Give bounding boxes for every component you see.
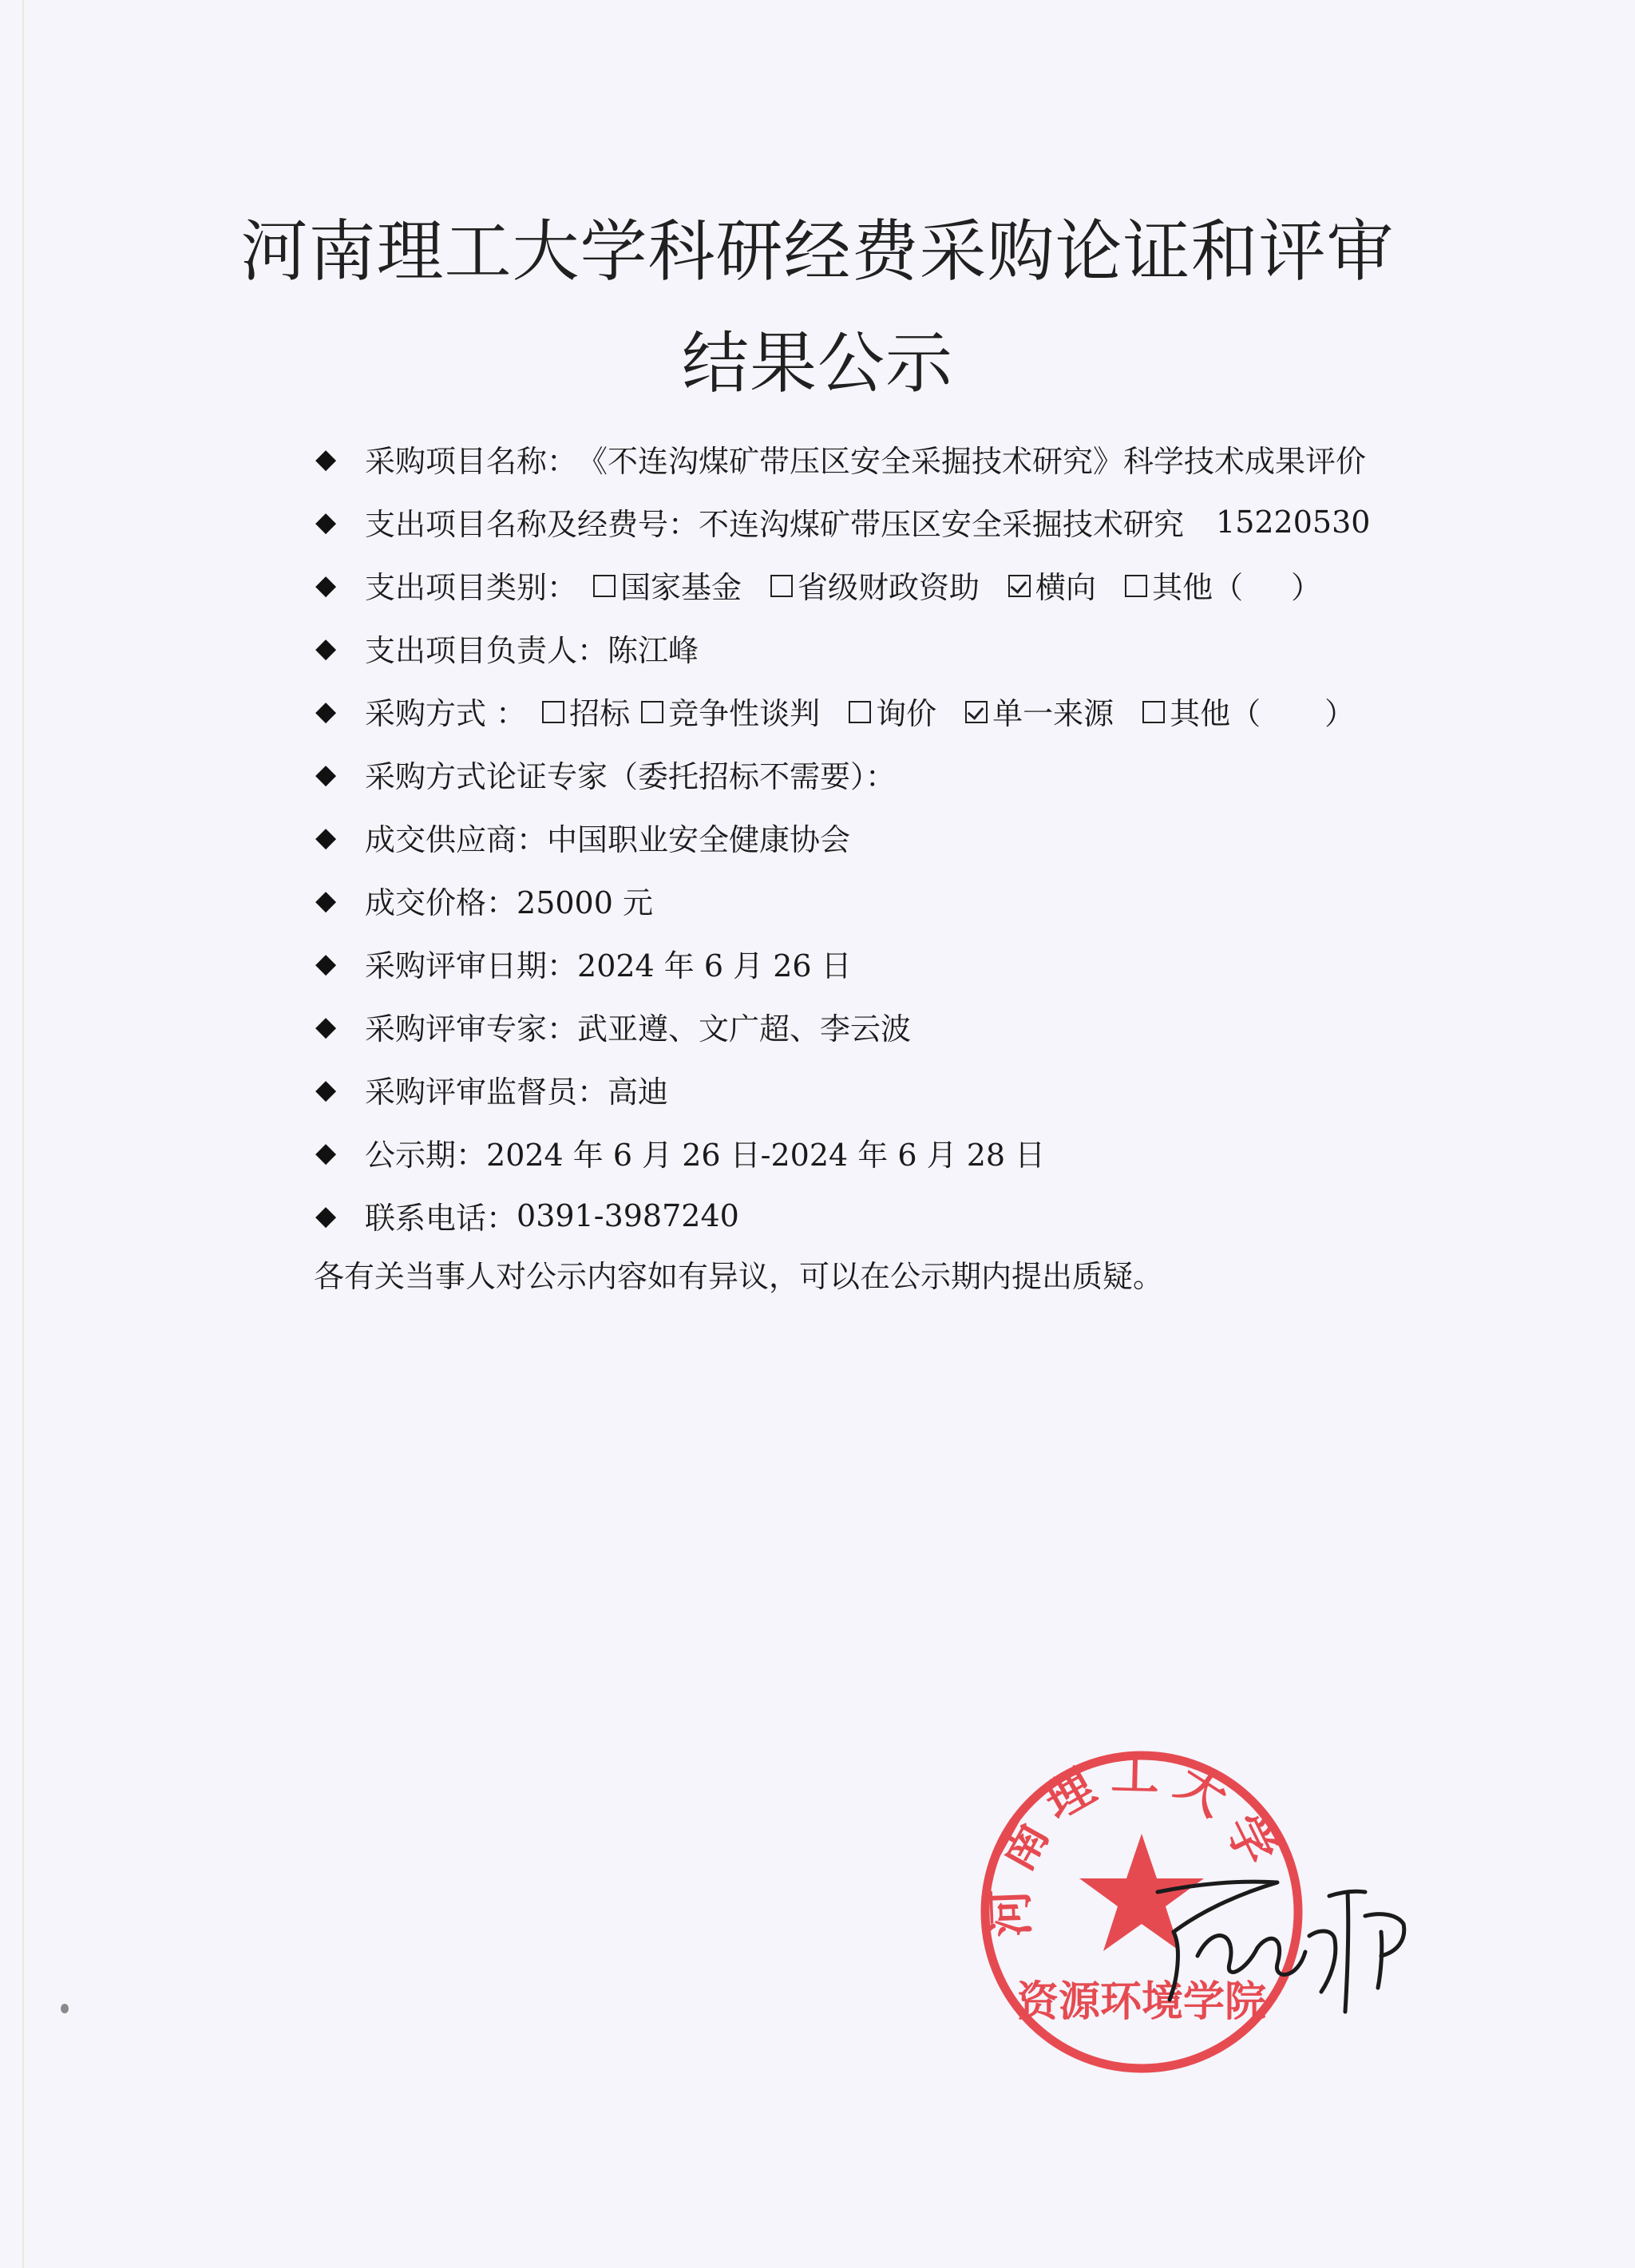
expense-code-value: 15220530: [1216, 504, 1371, 540]
seal-outer-text: 河南理工大学: [981, 1745, 1292, 1938]
category-option-provincial: [770, 563, 980, 607]
supervisor-label: 采购评审监督员：: [365, 1075, 608, 1110]
handwritten-signature: [1150, 1860, 1421, 2020]
diamond-bullet-icon: ◆: [315, 1136, 337, 1169]
diamond-bullet-icon: ◆: [315, 884, 337, 916]
project-name-value: 《不连沟煤矿带压区安全采掘技术研究》科学技术成果评价: [577, 444, 1367, 479]
diamond-bullet-icon: ◆: [315, 947, 337, 980]
category-option-horizontal: [1008, 563, 1096, 607]
method-option-single-source: [965, 689, 1114, 733]
item-review-date: [315, 932, 1433, 995]
checkbox-empty-icon: [770, 575, 793, 597]
category-option-label: 其他（: [1152, 570, 1244, 605]
item-price: [315, 869, 1433, 932]
method-close-paren: ）: [1324, 696, 1356, 731]
price-value: 25000 元: [517, 885, 653, 920]
method-option-label: 单一来源: [992, 696, 1114, 731]
supplier-value: 中国职业安全健康协会: [547, 822, 851, 857]
review-date-value: 2024 年 6 月 26 日: [577, 948, 852, 984]
period-label: 公示期：: [365, 1138, 487, 1173]
objection-note: 各有关当事人对公示内容如有异议，可以在公示期内提出质疑。: [314, 1259, 1164, 1294]
diamond-bullet-icon: ◆: [315, 442, 337, 475]
method-option-tender: [542, 689, 630, 733]
item-leader: [315, 616, 1433, 679]
leader-label: 支出项目负责人：: [365, 633, 608, 668]
expense-name-label: 支出项目名称及经费号：: [365, 507, 699, 542]
method-option-other: [1142, 689, 1355, 733]
checkbox-empty-icon: [542, 701, 564, 723]
phone-label: 联系电话：: [365, 1201, 517, 1236]
review-experts-value: 武亚遵、文广超、李云波: [577, 1011, 912, 1047]
category-option-other: [1125, 563, 1321, 607]
item-category: [315, 553, 1433, 616]
category-option-label: 横向: [1035, 570, 1097, 605]
method-experts-label: 采购方式论证专家（委托招标不需要）：: [365, 759, 897, 794]
method-option-label: 竞争性谈判: [668, 696, 821, 731]
diamond-bullet-icon: ◆: [315, 821, 337, 853]
item-review-experts: [315, 995, 1433, 1058]
checkbox-empty-icon: [593, 575, 616, 597]
item-supplier: [315, 805, 1433, 869]
item-method-experts: [315, 742, 1433, 805]
item-expense-name: [315, 490, 1433, 553]
leader-value: 陈江峰: [608, 633, 699, 668]
diamond-bullet-icon: ◆: [315, 505, 337, 538]
title-line-1: 河南理工大学科研经费采购论证和评审: [240, 212, 1395, 291]
title-line-2: 结果公示: [681, 324, 953, 402]
diamond-bullet-icon: ◆: [315, 695, 337, 727]
period-value: 2024 年 6 月 26 日-2024 年 6 月 28 日: [486, 1138, 1046, 1173]
checkbox-checked-icon: [965, 701, 988, 723]
item-supervisor: [315, 1058, 1433, 1121]
category-option-label: 省级财政资助: [798, 570, 980, 605]
category-option-label: 国家基金: [620, 570, 742, 605]
method-option-label: 招标: [569, 696, 631, 731]
method-label: 采购方式 ：: [365, 696, 527, 731]
method-option-label: 其他（: [1170, 696, 1261, 731]
notice-items: [315, 427, 1433, 1247]
project-name-label: 采购项目名称：: [365, 444, 578, 479]
category-close-paren: ）: [1291, 570, 1322, 605]
item-method: [315, 679, 1433, 742]
item-period: [315, 1121, 1433, 1184]
checkbox-empty-icon: [1125, 575, 1147, 597]
review-date-label: 采购评审日期：: [365, 948, 578, 984]
diamond-bullet-icon: ◆: [315, 1073, 337, 1106]
scan-speck: [61, 2004, 69, 2013]
diamond-bullet-icon: ◆: [315, 758, 337, 790]
supervisor-value: 高迪: [608, 1075, 669, 1110]
phone-value: 0391-3987240: [517, 1197, 739, 1233]
category-label: 支出项目类别：: [365, 570, 578, 605]
seal-inner-text: 资源环境学院: [1016, 1978, 1267, 2026]
expense-name-value: 不连沟煤矿带压区安全采掘技术研究: [699, 507, 1185, 542]
method-option-negotiation: [641, 689, 820, 733]
diamond-bullet-icon: ◆: [315, 568, 337, 601]
review-experts-label: 采购评审专家：: [365, 1011, 578, 1047]
checkbox-checked-icon: [1008, 575, 1031, 597]
diamond-bullet-icon: ◆: [315, 1199, 337, 1232]
category-option-national-fund: [593, 563, 742, 607]
price-label: 成交价格：: [365, 885, 517, 920]
supplier-label: 成交供应商：: [365, 822, 548, 857]
checkbox-empty-icon: [641, 701, 663, 723]
checkbox-empty-icon: [1142, 701, 1165, 723]
item-phone: [315, 1184, 1433, 1247]
item-project-name: [315, 427, 1433, 490]
method-option-inquiry: [849, 689, 936, 733]
checkbox-empty-icon: [849, 701, 871, 723]
diamond-bullet-icon: ◆: [315, 631, 337, 664]
diamond-bullet-icon: ◆: [315, 1010, 337, 1043]
method-option-label: 询价: [876, 696, 937, 731]
